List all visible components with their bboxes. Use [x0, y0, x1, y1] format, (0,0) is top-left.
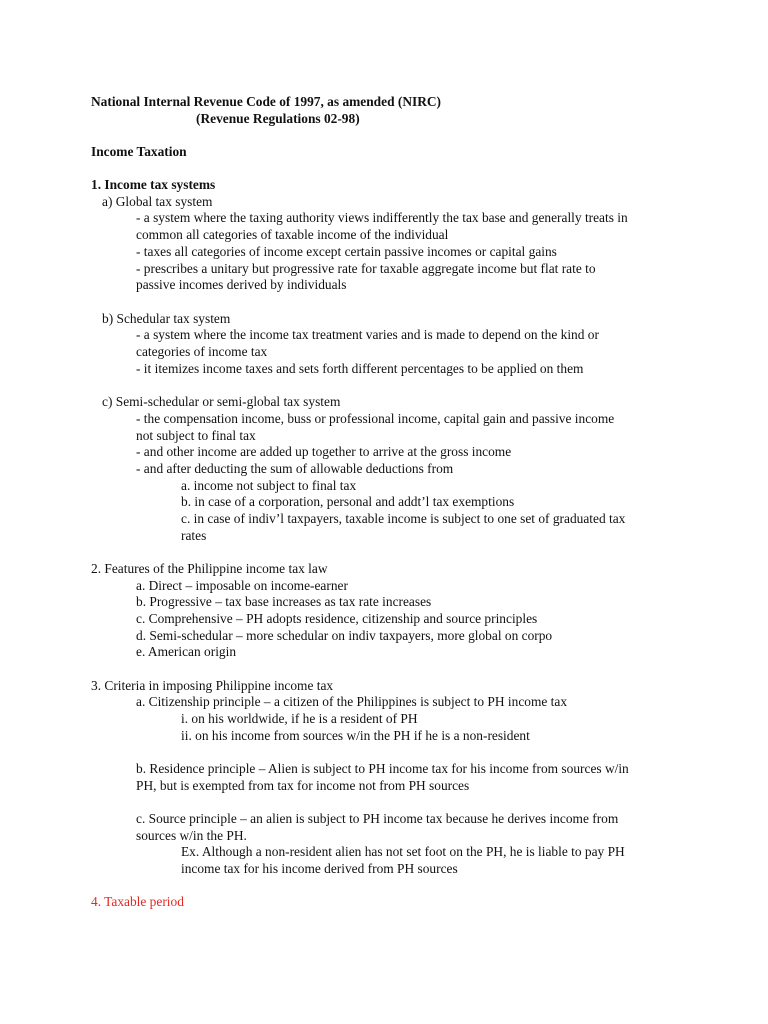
semi-schedular-line: - and after deducting the sum of allowable deductions from: [136, 461, 454, 476]
semi-schedular-line: - the compensation income, buss or professional income, capital gain and passive income: [136, 411, 615, 426]
section-4-heading: 4. Taxable period: [91, 894, 184, 909]
semi-schedular-subitem: b. in case of a corporation, personal and addt’l tax exemptions: [181, 494, 515, 509]
source-principle-line: c. Source principle – an alien is subject to PH income tax because he derives income from: [136, 811, 619, 826]
residence-principle-line: b. Residence principle – Alien is subject to PH income tax for his income from sources w/in: [136, 761, 629, 776]
schedular-tax-line: categories of income tax: [136, 344, 268, 359]
document-title: National Internal Revenue Code of 1997, as amended (NIRC): [91, 94, 442, 109]
citizenship-principle: a. Citizenship principle – a citizen of the Philippines is subject to PH income tax: [136, 694, 568, 709]
source-principle-example: income tax for his income derived from PH sources: [181, 861, 458, 876]
section-1-heading: 1. Income tax systems: [91, 177, 216, 192]
global-tax-line: - a system where the taxing authority views indifferently the tax base and generally treats in: [136, 210, 628, 225]
feature-item: b. Progressive – tax base increases as tax rate increases: [136, 594, 432, 609]
global-tax-line: - prescribes a unitary but progressive rate for taxable aggregate income but flat rate to: [136, 261, 596, 276]
semi-schedular-line: not subject to final tax: [136, 428, 256, 443]
feature-item: e. American origin: [136, 644, 237, 659]
global-tax-system-label: a) Global tax system: [102, 194, 213, 209]
semi-schedular-subitem: a. income not subject to final tax: [181, 478, 357, 493]
global-tax-line: passive incomes derived by individuals: [136, 277, 347, 292]
citizenship-subitem: i. on his worldwide, if he is a resident of PH: [181, 711, 418, 726]
global-tax-line: - taxes all categories of income except certain passive incomes or capital gains: [136, 244, 557, 259]
schedular-tax-line: - it itemizes income taxes and sets forth different percentages to be applied on them: [136, 361, 584, 376]
citizenship-subitem: ii. on his income from sources w/in the PH if he is a non-resident: [181, 728, 530, 743]
semi-schedular-tax-system-label: c) Semi-schedular or semi-global tax system: [102, 394, 341, 409]
semi-schedular-line: - and other income are added up together to arrive at the gross income: [136, 444, 512, 459]
source-principle-line: sources w/in the PH.: [136, 828, 247, 843]
feature-item: d. Semi-schedular – more schedular on indiv taxpayers, more global on corpo: [136, 628, 553, 643]
document-subtitle: (Revenue Regulations 02-98): [196, 111, 360, 126]
semi-schedular-subitem: c. in case of indiv’l taxpayers, taxable income is subject to one set of graduated tax: [181, 511, 626, 526]
section-2-heading: 2. Features of the Philippine income tax law: [91, 561, 328, 576]
semi-schedular-subitem: rates: [181, 528, 207, 543]
feature-item: c. Comprehensive – PH adopts residence, citizenship and source principles: [136, 611, 538, 626]
feature-item: a. Direct – imposable on income-earner: [136, 578, 348, 593]
global-tax-line: common all categories of taxable income of the individual: [136, 227, 449, 242]
residence-principle-line: PH, but is exempted from tax for income not from PH sources: [136, 778, 470, 793]
source-principle-example: Ex. Although a non-resident alien has not set foot on the PH, he is liable to pay PH: [181, 844, 625, 859]
schedular-tax-line: - a system where the income tax treatment varies and is made to depend on the kind or: [136, 327, 599, 342]
section-title: Income Taxation: [91, 144, 187, 159]
section-3-heading: 3. Criteria in imposing Philippine income tax: [91, 678, 334, 693]
schedular-tax-system-label: b) Schedular tax system: [102, 311, 231, 326]
